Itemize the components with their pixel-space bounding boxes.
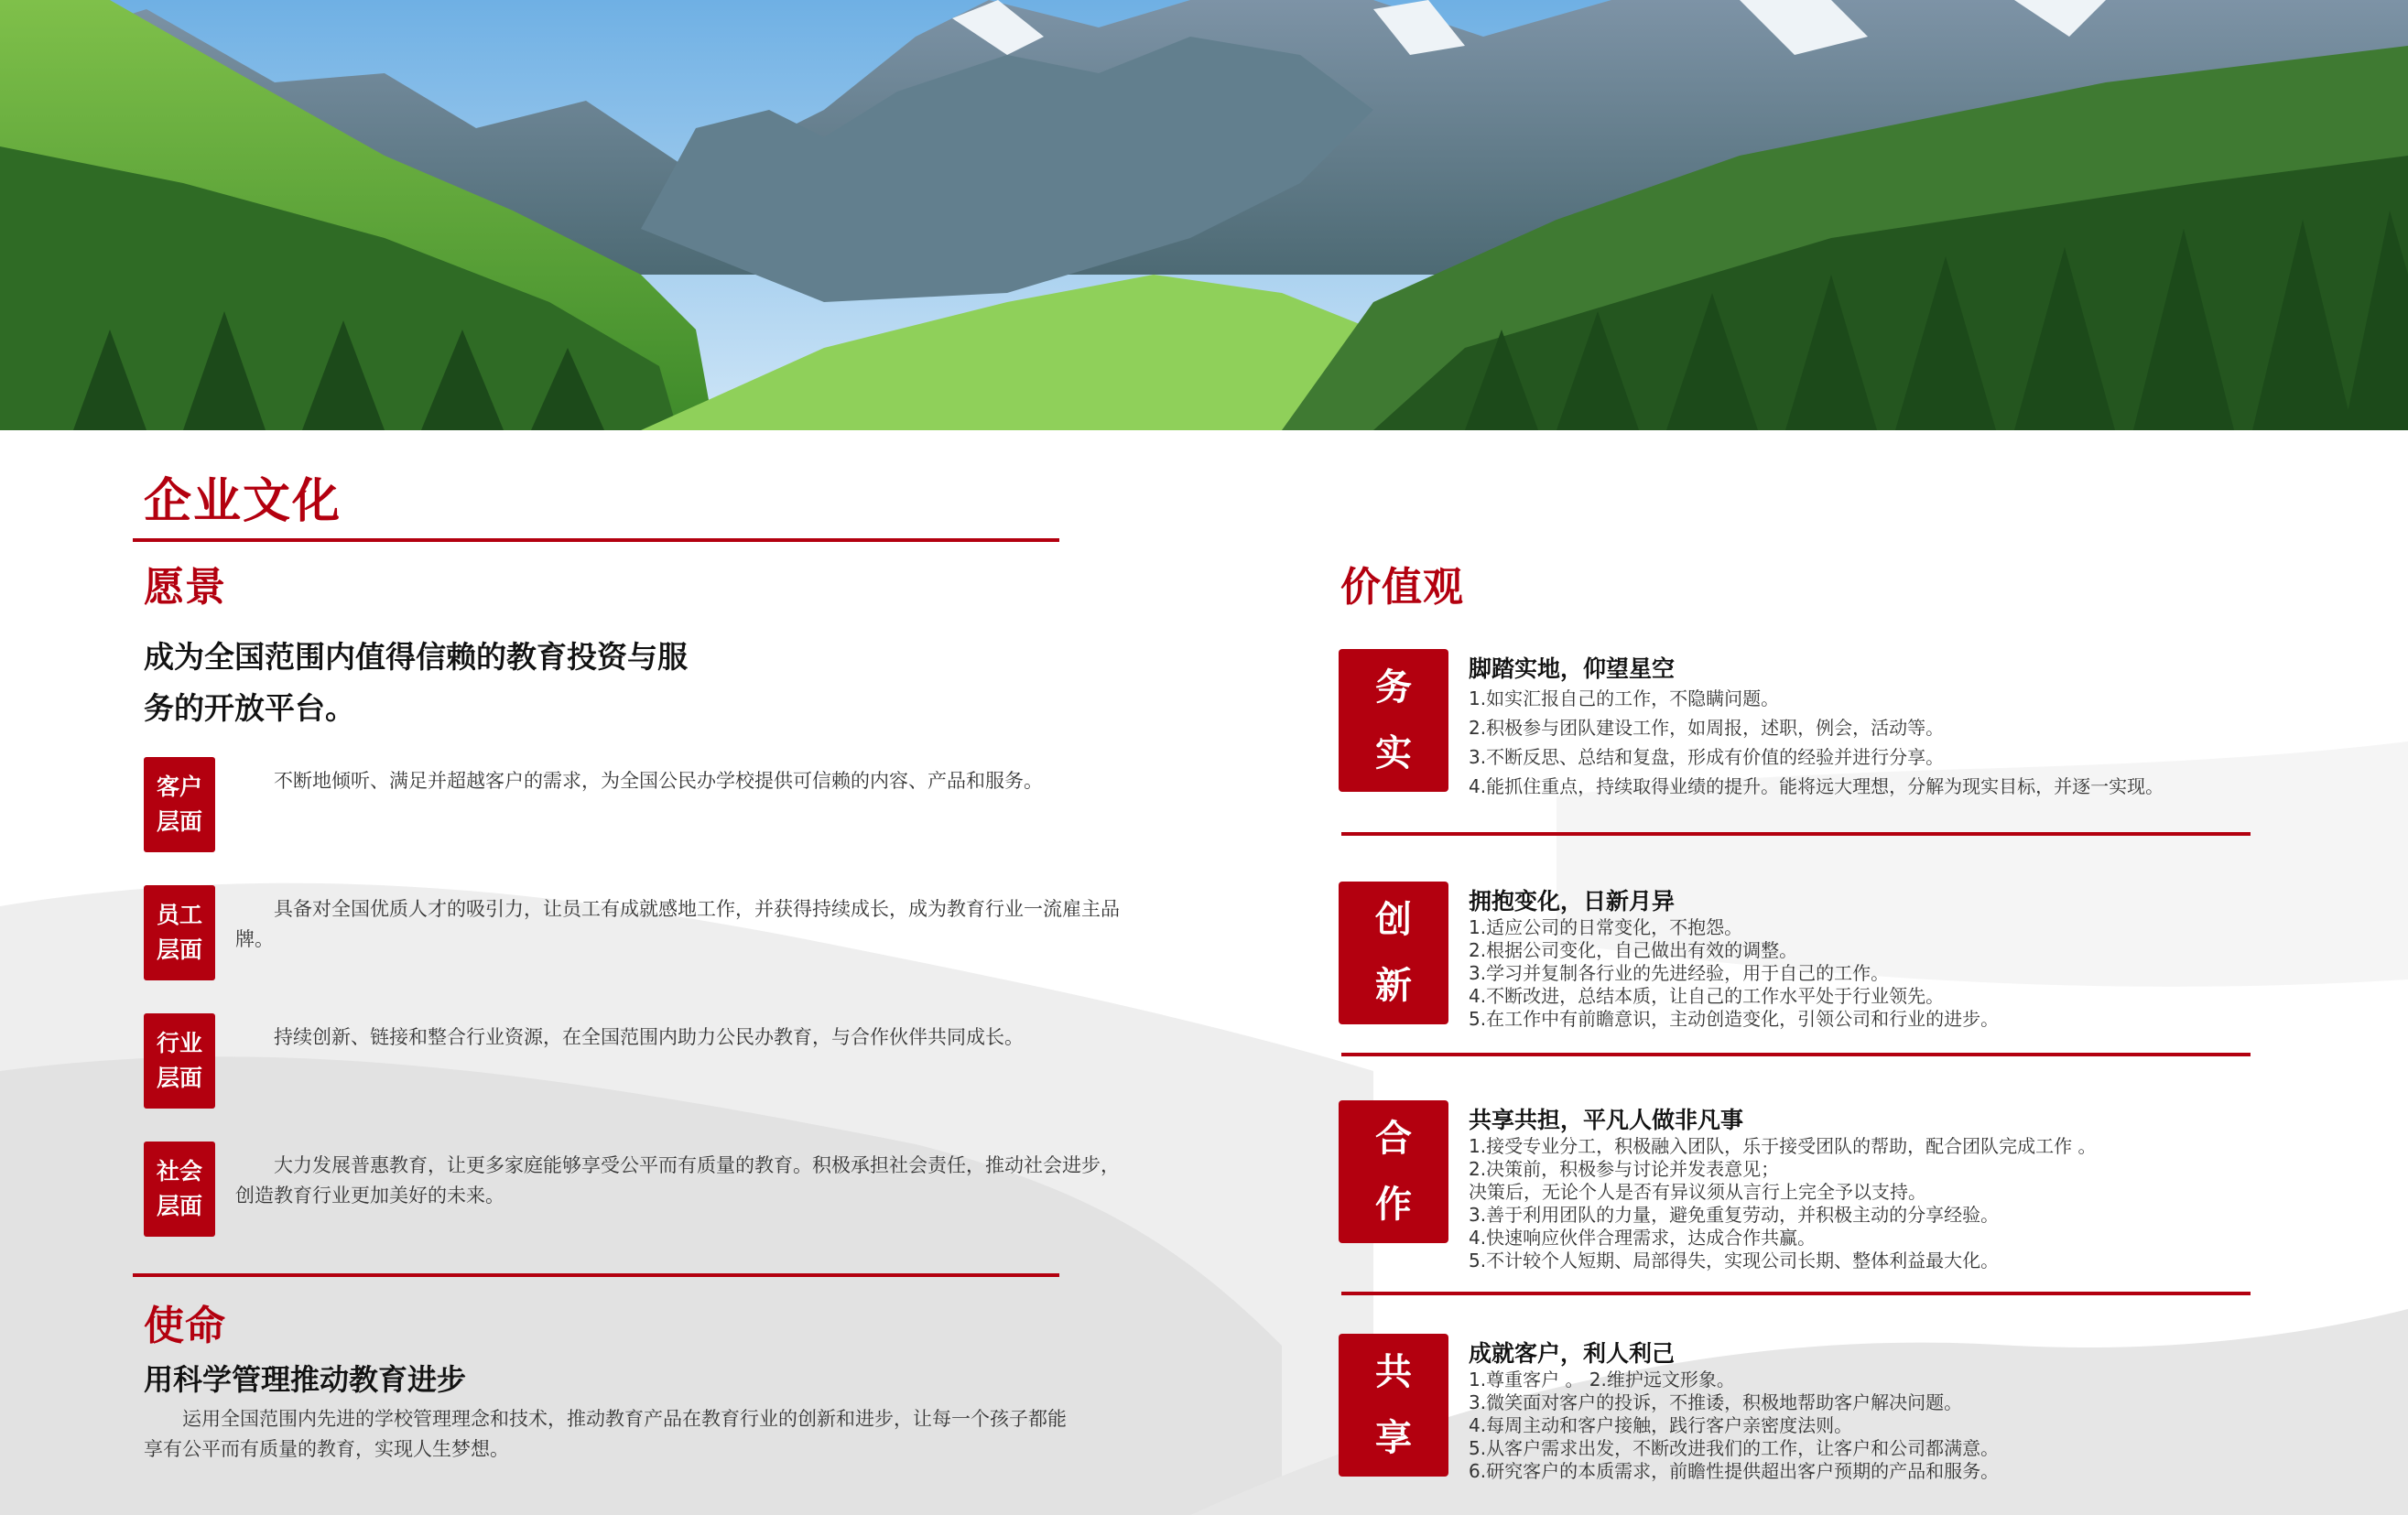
level-tag (144, 1142, 215, 1237)
level-description: 持续创新、链接和整合行业资源，在全国范围内助力公民办教育，与合作伙伴共同成长。 (274, 1026, 1024, 1048)
level-tag-text: 层面 (156, 1193, 202, 1219)
value-tag-char: 务 (1375, 666, 1412, 709)
value-tag-char: 合 (1375, 1118, 1412, 1160)
level-description: 具备对全国优质人才的吸引力，让员工有成就感地工作，并获得持续成长，成为教育行业一流雇主品牌。 (235, 898, 1120, 950)
value-item: 决策后，无论个人是否有异议须从言行上完全予以支持。 (1469, 1181, 1926, 1203)
value-list (1469, 916, 1999, 1031)
value-item: 3.不断反思、总结和复盘，形成有价值的经验并进行分享。 (1469, 746, 1945, 768)
value-list (1469, 1369, 1999, 1483)
value-tag-char: 新 (1375, 965, 1412, 1007)
value-item: 3.微笑面对客户的投诉，不推诿，积极地帮助客户解决问题。 (1469, 1391, 1963, 1413)
level-industry (144, 1013, 1024, 1109)
value-tag-char: 创 (1375, 899, 1412, 941)
value-item: 2.根据公司变化，自己做出有效的调整。 (1469, 939, 1798, 961)
value-divider (1341, 1292, 2251, 1295)
page-title: 企业文化 (144, 474, 342, 529)
level-customer (144, 757, 1043, 852)
mission-subheading: 用科学管理推动教育进步 (144, 1362, 467, 1397)
vision-heading: 愿景 (144, 564, 226, 611)
value-tag (1339, 1100, 1448, 1243)
value-item: 5.从客户需求出发，不断改进我们的工作，让客户和公司都满意。 (1469, 1437, 2000, 1459)
level-society (144, 1142, 1120, 1237)
value-list (1469, 1135, 2096, 1272)
value-item: 4.每周主动和客户接触，践行客户亲密度法则。 (1469, 1414, 1853, 1436)
mountain-banner-image (0, 0, 2408, 430)
value-item: 2.决策前，积极参与讨论并发表意见； (1469, 1158, 1780, 1180)
value-list (1469, 684, 2164, 801)
value-item: 3.学习并复制各行业的先进经验，用于自己的工作。 (1469, 962, 1890, 984)
value-tag (1339, 882, 1448, 1024)
level-tag-text: 客户 (156, 774, 202, 800)
mission-description: 运用全国范围内先进的学校管理理念和技术，推动教育产品在教育行业的创新和进步，让每一个孩子都能享有公平而有质量的教育，实现人生梦想。 (144, 1408, 1067, 1460)
value-tag-char: 作 (1375, 1184, 1412, 1226)
level-tag (144, 757, 215, 852)
level-tag-text: 层面 (156, 808, 202, 835)
level-tag-text: 员工 (156, 902, 202, 928)
value-item: 4.快速响应伙伴合理需求，达成合作共赢。 (1469, 1227, 1817, 1249)
level-description: 不断地倾听、满足并超越客户的需求，为全国公民办学校提供可信赖的内容、产品和服务。 (274, 770, 1043, 792)
value-item: 4.不断改进，总结本质，让自己的工作水平处于行业领先。 (1469, 985, 1945, 1007)
value-tag-char: 实 (1375, 732, 1412, 774)
level-tag (144, 885, 215, 980)
value-item: 1.尊重客户 。 2.维护远文形象。 (1469, 1369, 1735, 1391)
value-motto: 共享共担，平凡人做非凡事 (1469, 1107, 1744, 1133)
vision-statement-line: 务的开放平台。 (144, 690, 355, 726)
value-tag (1339, 1334, 1448, 1477)
value-item: 5.在工作中有前瞻意识，主动创造变化，引领公司和行业的进步。 (1469, 1008, 2000, 1030)
value-item: 4.能抓住重点，持续取得业绩的提升。能将远大理想，分解为现实目标，并逐一实现。 (1469, 775, 2164, 797)
value-item: 3.善于利用团队的力量，避免重复劳动，并积极主动的分享经验。 (1469, 1204, 2000, 1226)
level-tag-text: 行业 (156, 1030, 202, 1056)
value-motto: 拥抱变化，日新月异 (1469, 888, 1676, 914)
value-motto: 成就客户，利人利己 (1469, 1340, 1676, 1367)
value-tag-char: 享 (1375, 1417, 1412, 1459)
value-tag (1339, 649, 1448, 792)
level-tag (144, 1013, 215, 1109)
vision-statement (144, 632, 748, 734)
vision-statement-line: 成为全国范围内值得信赖的教育投资与服 (144, 639, 688, 675)
level-employee (144, 885, 1120, 980)
level-description: 大力发展普惠教育，让更多家庭能够享受公平而有质量的教育。积极承担社会责任，推动社会进步，创造教育行业更加美好的未来。 (235, 1154, 1120, 1207)
value-item: 1.接受专业分工，积极融入团队，乐于接受团队的帮助，配合团队完成工作 。 (1469, 1135, 2097, 1157)
values-heading: 价值观 (1340, 564, 1464, 611)
mission-divider (133, 1273, 1059, 1277)
value-tag-char: 共 (1375, 1351, 1412, 1393)
level-tag-text: 社会 (156, 1158, 202, 1185)
level-tag-text: 层面 (156, 936, 202, 963)
value-motto: 脚踏实地，仰望星空 (1469, 655, 1676, 682)
value-item: 1.适应公司的日常变化，不抱怨。 (1469, 916, 1743, 938)
level-tag-text: 层面 (156, 1065, 202, 1091)
value-item: 6.研究客户的本质需求，前瞻性提供超出客户预期的产品和服务。 (1469, 1460, 2000, 1482)
value-divider (1341, 1053, 2251, 1056)
value-divider (1341, 832, 2251, 836)
value-item: 1.如实汇报自己的工作，不隐瞒问题。 (1469, 687, 1780, 709)
value-item: 2.积极参与团队建设工作，如周报，述职，例会，活动等。 (1469, 717, 1945, 739)
mission-heading: 使命 (144, 1303, 226, 1349)
value-item: 5.不计较个人短期、局部得失，实现公司长期、整体利益最大化。 (1469, 1250, 2000, 1272)
title-divider (133, 538, 1059, 542)
